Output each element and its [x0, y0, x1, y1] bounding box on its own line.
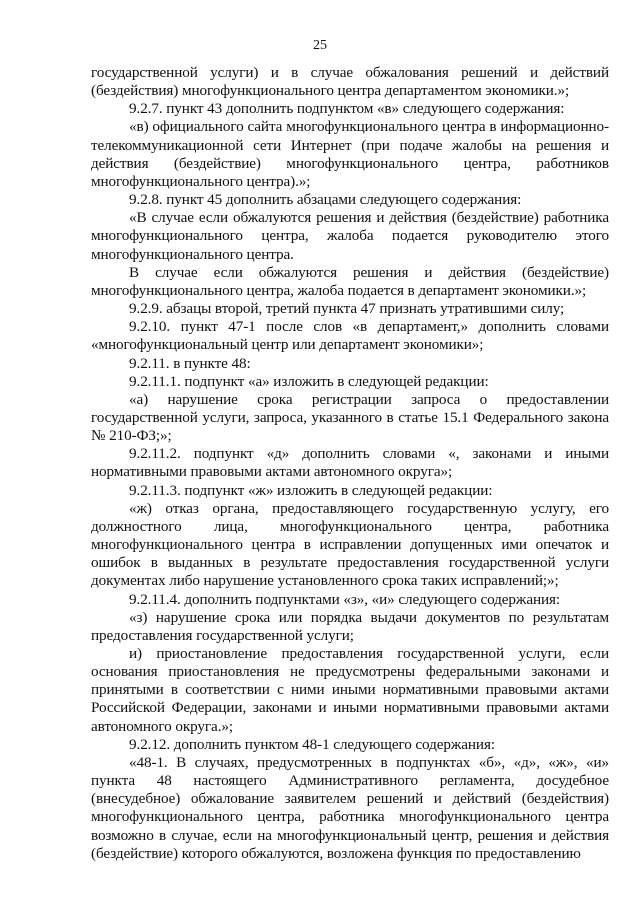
- paragraph: 9.2.11.2. подпункт «д» дополнить словами «, законами и иными нормативными правовыми актами автономного округа»;: [91, 445, 609, 481]
- paragraph: государственной услуги) и в случае обжалования решений и действий (бездействия) многофункционального центра департаментом экономики.»;: [91, 64, 609, 100]
- document-body: [91, 64, 609, 863]
- paragraph: «В случае если обжалуются решения и действия (бездействие) работника многофункционального центра, жалоба подается руководителю этого многофункционального центра.: [91, 209, 609, 263]
- page-number: 25: [313, 38, 327, 53]
- paragraph: 9.2.11. в пункте 48:: [129, 354, 251, 372]
- paragraph: 9.2.9. абзацы второй, третий пункта 47 признать утратившими силу;: [129, 300, 565, 318]
- paragraph: «48-1. В случаях, предусмотренных в подпунктах «б», «д», «ж», «и» пункта 48 настоящего Административного регламента, досудебное (внесудебное) обжалование заявителем решений и действий (бездействия) многофункционального центра, работника многофункционального центра возможно в случае, если на многофункциональный центр, решения и действия (бездействие) которого обжалуются, возложена функция по предоставлению: [91, 753, 609, 862]
- paragraph: 9.2.11.1. подпункт «а» изложить в следующей редакции:: [129, 372, 489, 390]
- paragraph: «з) нарушение срока или порядка выдачи документов по результатам предоставления государственной услуги;: [91, 608, 609, 644]
- paragraph: и) приостановление предоставления государственной услуги, если основания приостановления не предусмотрены федеральными законами и принятыми в соответствии с ними иными нормативными правовыми актами Российской Федерации, законами и иными нормативными правовыми актами автономного округа.»;: [91, 645, 609, 735]
- paragraph: В случае если обжалуются решения и действия (бездействие) многофункционального центра, жалоба подается в департамент экономики.»;: [91, 263, 609, 299]
- paragraph: «ж) отказ органа, предоставляющего государственную услугу, его должностного лица, многофункционального центра, работника многофункционального центра в исправлении допущенных ими опечаток и ошибок в выданных в результате предоставления государственной услуги документах либо нарушение установленного срока таких исправлений;»;: [91, 499, 609, 590]
- paragraph: 9.2.8. пункт 45 дополнить абзацами следующего содержания:: [129, 191, 522, 209]
- paragraph: «в) официального сайта многофункционального центра в информационно-телекоммуникационной сети Интернет (при подаче жалобы на решения и действия (бездействие) многофункционального центра, работников многофункционального центра).»;: [91, 118, 609, 190]
- paragraph: 9.2.11.4. дополнить подпунктами «з», «и» следующего содержания:: [129, 590, 561, 608]
- paragraph: 9.2.10. пункт 47-1 после слов «в департамент,» дополнить словами «многофункциональный центр или департамент экономики»;: [91, 318, 609, 354]
- paragraph: 9.2.11.3. подпункт «ж» изложить в следующей редакции:: [129, 481, 493, 499]
- paragraph: 9.2.12. дополнить пунктом 48-1 следующего содержания:: [129, 735, 495, 753]
- paragraph: «а) нарушение срока регистрации запроса о предоставлении государственной услуги, запроса, указанного в статье 15.1 Федерального закона № 210-ФЗ;»;: [91, 390, 609, 445]
- paragraph: 9.2.7. пункт 43 дополнить подпунктом «в» следующего содержания:: [129, 100, 565, 118]
